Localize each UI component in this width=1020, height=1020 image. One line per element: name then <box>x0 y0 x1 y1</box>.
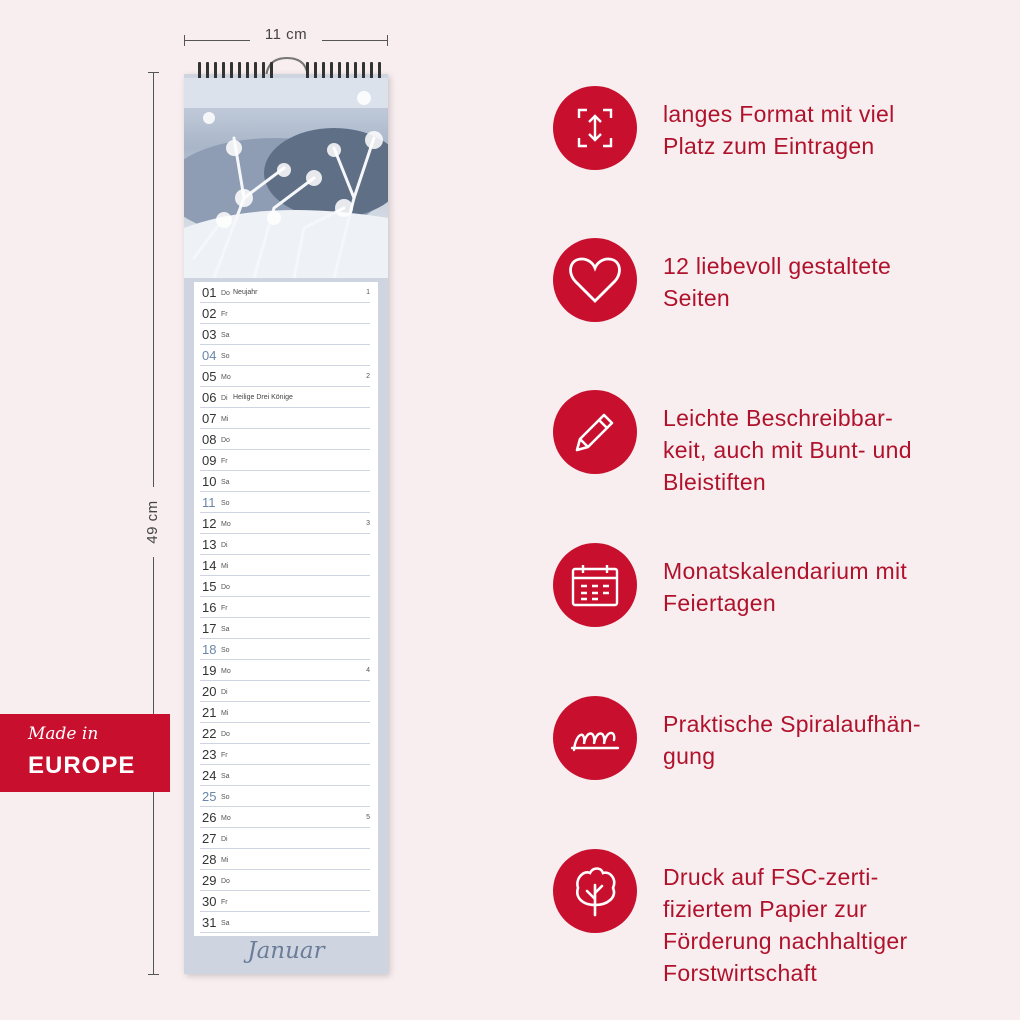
weekday-label: Mo <box>221 374 231 381</box>
day-number: 13 <box>202 537 217 552</box>
day-row <box>200 870 370 891</box>
weekday-label: Sa <box>221 626 230 633</box>
pencil-icon <box>571 408 619 456</box>
weekday-label: Do <box>221 437 230 444</box>
day-row <box>200 786 370 807</box>
day-number: 05 <box>202 369 217 384</box>
feature-text: Monatskalendarium mit Feiertagen <box>663 558 908 616</box>
day-row <box>200 471 370 492</box>
week-number: 1 <box>366 289 370 296</box>
weekday-label: Mi <box>221 416 229 423</box>
weekday-label: Di <box>221 836 228 843</box>
weekday-label: So <box>221 794 230 801</box>
day-row <box>200 639 370 660</box>
day-row <box>200 891 370 912</box>
weekday-label: Sa <box>221 479 230 486</box>
day-row <box>200 765 370 786</box>
winter-photo <box>184 78 388 278</box>
weekday-label: So <box>221 500 230 507</box>
weekday-label: Sa <box>221 920 230 927</box>
weekday-label: Mo <box>221 815 231 822</box>
day-row <box>200 660 370 681</box>
feature-month-calendar <box>553 543 983 633</box>
day-row <box>200 828 370 849</box>
day-row <box>200 303 370 324</box>
day-row <box>200 681 370 702</box>
weekday-label: So <box>221 353 230 360</box>
feature-text: Leichte Beschreibbar- keit, auch mit Bunt- und Bleistiften <box>663 405 912 495</box>
feature-text: Druck auf FSC-zerti- fiziertem Papier zur Förderung nachhaltiger Forstwirtschaft <box>663 864 908 986</box>
day-number: 19 <box>202 663 217 678</box>
day-row <box>200 387 370 408</box>
day-number: 07 <box>202 411 217 426</box>
day-row <box>200 555 370 576</box>
feature-long-format <box>553 86 983 176</box>
day-row <box>200 723 370 744</box>
day-number: 18 <box>202 642 217 657</box>
day-number: 14 <box>202 558 217 573</box>
day-number: 06 <box>202 390 217 405</box>
day-row <box>200 807 370 828</box>
day-number: 28 <box>202 852 217 867</box>
day-number: 01 <box>202 285 217 300</box>
feature-text: 12 liebevoll gestaltete Seiten <box>663 253 892 311</box>
badge-main-text: EUROPE <box>28 752 136 779</box>
week-number: 2 <box>366 373 370 380</box>
day-number: 04 <box>202 348 217 363</box>
weekday-label: Fr <box>221 458 228 465</box>
day-row <box>200 534 370 555</box>
day-number: 30 <box>202 894 217 909</box>
day-row <box>200 366 370 387</box>
week-number: 5 <box>366 814 370 821</box>
tree-icon <box>572 865 618 917</box>
day-number: 22 <box>202 726 217 741</box>
weekday-label: Do <box>221 584 230 591</box>
badge-script-text: Made in <box>28 724 99 744</box>
feature-fsc <box>553 849 983 986</box>
day-number: 12 <box>202 516 217 531</box>
weekday-label: Mi <box>221 563 229 570</box>
day-number: 08 <box>202 432 217 447</box>
feature-text: langes Format mit viel Platz zum Eintragen <box>663 101 895 159</box>
day-number: 02 <box>202 306 217 321</box>
day-row <box>200 429 370 450</box>
day-number: 20 <box>202 684 217 699</box>
weekday-label: Di <box>221 395 228 402</box>
holiday-label: Neujahr <box>233 289 258 296</box>
weekday-label: Mi <box>221 710 229 717</box>
weekday-label: Fr <box>221 311 228 318</box>
made-in-europe-badge <box>0 714 170 792</box>
weekday-label: Mo <box>221 521 231 528</box>
weekday-label: Do <box>221 290 230 297</box>
month-label: Januar <box>247 938 325 964</box>
feature-pages <box>553 238 983 328</box>
weekday-label: Do <box>221 878 230 885</box>
day-row <box>200 324 370 345</box>
day-row <box>200 597 370 618</box>
weekday-label: Do <box>221 731 230 738</box>
day-row <box>200 345 370 366</box>
day-row <box>200 282 370 303</box>
day-row <box>200 744 370 765</box>
calendar-icon <box>570 562 620 608</box>
day-number: 27 <box>202 831 217 846</box>
heart-icon <box>567 255 623 305</box>
weekday-label: Fr <box>221 752 228 759</box>
week-number: 3 <box>366 520 370 527</box>
day-row <box>200 702 370 723</box>
weekday-label: Sa <box>221 773 230 780</box>
feature-text: Praktische Spiralaufhän- gung <box>663 711 921 769</box>
day-number: 03 <box>202 327 217 342</box>
day-row <box>200 618 370 639</box>
day-number: 21 <box>202 705 217 720</box>
day-number: 10 <box>202 474 217 489</box>
day-row <box>200 849 370 870</box>
day-number: 11 <box>202 495 216 510</box>
feature-writable <box>553 390 983 495</box>
height-dimension-label: 49 cm <box>141 487 165 557</box>
day-number: 25 <box>202 789 217 804</box>
day-number: 23 <box>202 747 217 762</box>
day-number: 24 <box>202 768 217 783</box>
day-number: 26 <box>202 810 217 825</box>
day-number: 29 <box>202 873 217 888</box>
weekday-label: Fr <box>221 605 228 612</box>
day-row <box>200 576 370 597</box>
day-number: 15 <box>202 579 217 594</box>
day-row <box>200 492 370 513</box>
day-row <box>200 408 370 429</box>
weekday-label: Sa <box>221 332 230 339</box>
spiral-icon <box>570 718 620 758</box>
day-number: 31 <box>202 915 217 930</box>
day-rows <box>200 282 370 933</box>
weekday-label: Mi <box>221 857 229 864</box>
weekday-label: Fr <box>221 899 228 906</box>
day-number: 16 <box>202 600 217 615</box>
weekday-label: So <box>221 647 230 654</box>
width-dimension-label: 11 cm <box>250 26 322 43</box>
day-row <box>200 912 370 933</box>
weekday-label: Mo <box>221 668 231 675</box>
holiday-label: Heilige Drei Könige <box>233 394 293 401</box>
week-number: 4 <box>366 667 370 674</box>
day-number: 17 <box>202 621 217 636</box>
weekday-label: Di <box>221 542 228 549</box>
weekday-label: Di <box>221 689 228 696</box>
day-row <box>200 450 370 471</box>
day-number: 09 <box>202 453 217 468</box>
day-row <box>200 513 370 534</box>
feature-spiral <box>553 696 983 786</box>
expand-vertical-icon <box>575 106 615 150</box>
